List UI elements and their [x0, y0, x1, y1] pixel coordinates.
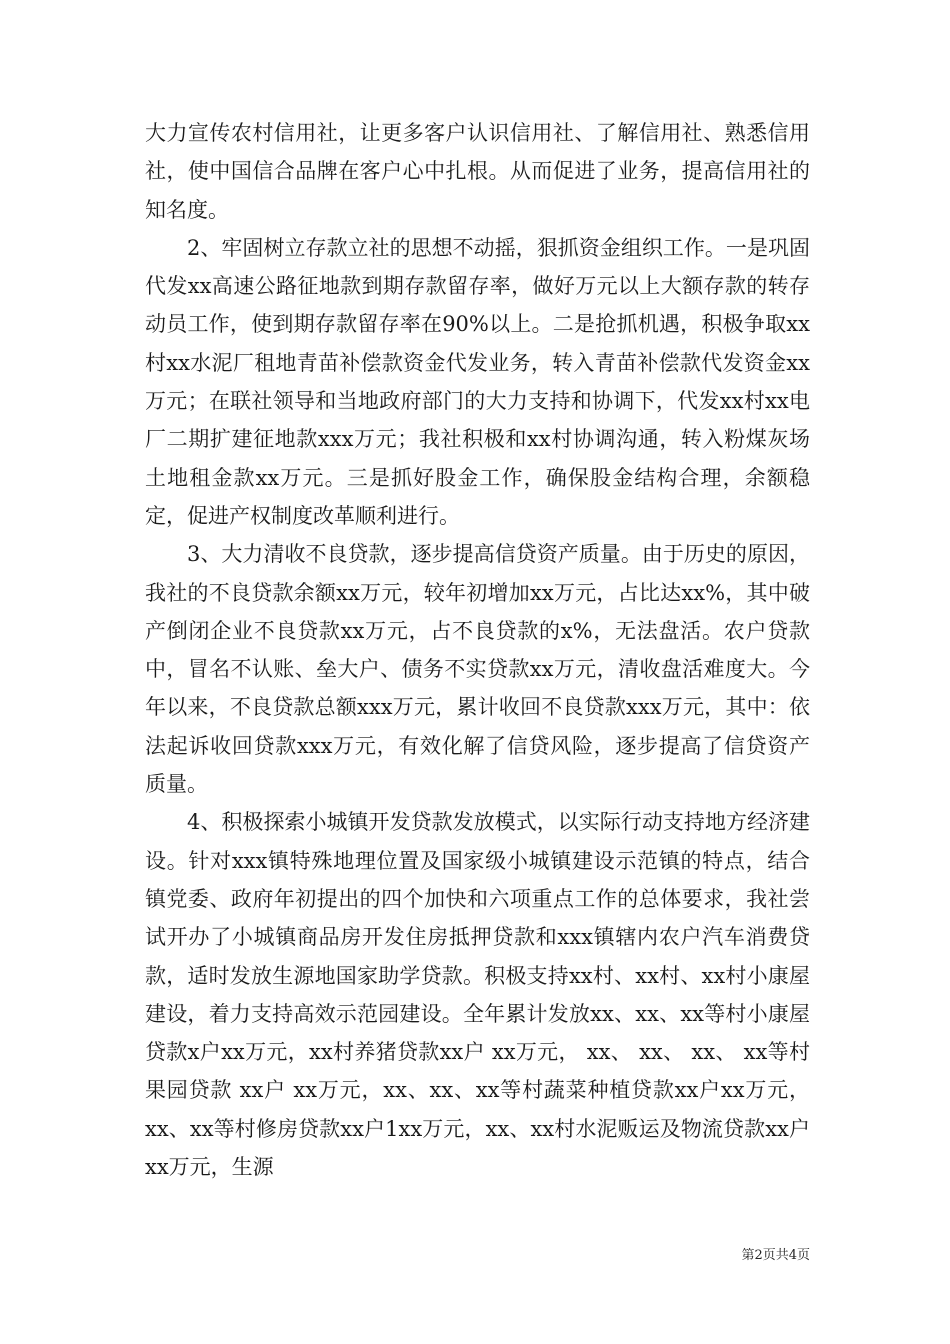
paragraph-item-2: 2、牢固树立存款立社的思想不动摇，狠抓资金组织工作。一是巩固代发xx高速公路征地款到期存款留存率，做好万元以上大额存款的转存动员工作，使到期存款留存率在90%以上。二是抢抓机遇，积极争取xx村xx水泥厂租地青苗补偿款资金代发业务，转入青苗补偿款代发资金xx万元；在联社领导和当地政府部门的大力支持和协调下，代发xx村xx电厂二期扩建征地款xxx万元；我社积极和xx村协调沟通，转入粉煤灰场土地租金款xx万元。三是抓好股金工作，确保股金结构合理，余额稳定，促进产权制度改革顺利进行。 [145, 235, 810, 528]
page-number-footer: 第2页共4页 [741, 1248, 810, 1263]
paragraph-continuation: 大力宣传农村信用社，让更多客户认识信用社、了解信用社、熟悉信用社，使中国信合品牌在客户心中扎根。从而促进了业务，提高信用社的知名度。 [145, 121, 810, 222]
paragraph-item-3: 3、大力清收不良贷款，逐步提高信贷资产质量。由于历史的原因，我社的不良贷款余额xx万元，较年初增加xx万元，占比达xx%，其中破产倒闭企业不良贷款xx万元，占不良贷款的x%，无法盘活。农户贷款中，冒名不认账、垒大户、债务不实贷款xx万元，清收盘活难度大。今年以来，不良贷款总额xxx万元，累计收回不良贷款xxx万元，其中：依法起诉收回贷款xxx万元，有效化解了信贷风险，逐步提高了信贷资产质量。 [145, 542, 810, 797]
paragraph-item-4: 4、积极探索小城镇开发贷款发放模式，以实际行动支持地方经济建设。针对xxx镇特殊地理位置及国家级小城镇建设示范镇的特点，结合镇党委、政府年初提出的四个加快和六项重点工作的总体要求，我社尝试开办了小城镇商品房开发住房抵押贷款和xxx镇辖内农户汽车消费贷款，适时发放生源地国家助学贷款。积极支持xx村、xx村、xx村小康屋建设，着力支持高效示范园建设。全年累计发放xx、xx、xx等村小康屋贷款x户xx万元，xx村养猪贷款xx户 xx万元， xx、 xx、 xx、 xx等村果园贷款 xx户 xx万元，xx、xx、xx等村蔬菜种植贷款xx户xx万元，xx、xx等村修房贷款xx户1xx万元，xx、xx村水泥贩运及物流贷款xx户xx万元，生源 [145, 810, 810, 1180]
document-body [145, 114, 810, 1186]
